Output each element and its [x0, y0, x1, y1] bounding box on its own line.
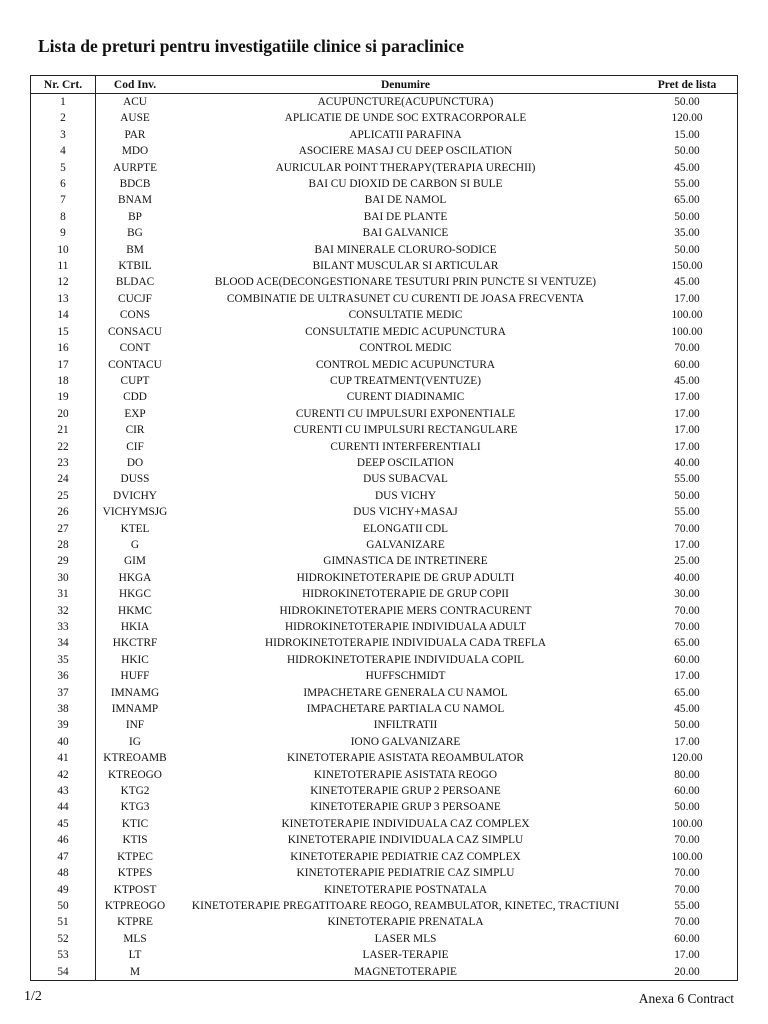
table-row: [31, 865, 738, 881]
cell-nr-crt: 8: [31, 209, 96, 225]
cell-denumire: CUP TREATMENT(VENTUZE): [330, 374, 481, 387]
cell-denumire: APLICATII PARAFINA: [349, 128, 462, 141]
table-row: [31, 898, 738, 914]
cell-pret-de-lista: 50.00: [637, 488, 738, 504]
cell-pret-de-lista: 45.00: [637, 701, 738, 717]
cell-pret-de-lista: 55.00: [637, 471, 738, 487]
cell-denumire: DUS SUBACVAL: [363, 473, 448, 486]
cell-nr-crt: 13: [31, 291, 96, 307]
cell-pret-de-lista: 150.00: [637, 258, 738, 274]
table-row: [31, 799, 738, 815]
cell-nr-crt: 29: [31, 553, 96, 569]
table-row: [31, 455, 738, 471]
cell-pret-de-lista: 35.00: [637, 225, 738, 241]
table-row: [31, 816, 738, 832]
cell-denumire: CONSULTATIE MEDIC: [348, 309, 463, 322]
cell-denumire: KINETOTERAPIE INDIVIDUALA CAZ SIMPLU: [287, 834, 524, 847]
table-row: [31, 209, 738, 225]
table-row: [31, 192, 738, 208]
cell-nr-crt: 24: [31, 471, 96, 487]
cell-denumire: GIMNASTICA DE INTRETINERE: [323, 555, 488, 568]
cell-pret-de-lista: 100.00: [637, 849, 738, 865]
table-row: [31, 914, 738, 930]
cell-pret-de-lista: 17.00: [637, 537, 738, 553]
cell-cod-inv: MLS: [123, 932, 147, 945]
table-row: [31, 160, 738, 176]
cell-cod-inv: IMNAMG: [110, 686, 160, 699]
cell-pret-de-lista: 70.00: [637, 865, 738, 881]
cell-pret-de-lista: 25.00: [637, 553, 738, 569]
table-row: [31, 734, 738, 750]
cell-denumire: ELONGATII CDL: [362, 522, 449, 535]
cell-cod-inv: INF: [125, 719, 145, 732]
cell-nr-crt: 10: [31, 242, 96, 258]
cell-cod-inv: CDD: [123, 391, 147, 404]
cell-denumire: BLOOD ACE(DECONGESTIONARE TESUTURI PRIN PUNCTE SI VENTUZE): [214, 276, 597, 289]
table-row: [31, 422, 738, 438]
cell-pret-de-lista: 65.00: [637, 685, 738, 701]
cell-denumire: HIDROKINETOTERAPIE INDIVIDUALA ADULT: [285, 621, 526, 633]
cell-cod-inv: KTG3: [120, 801, 150, 814]
cell-cod-inv: CUCJF: [118, 292, 152, 305]
cell-cod-inv: AUSE: [120, 112, 150, 125]
cell-pret-de-lista: 45.00: [637, 160, 738, 176]
table-row: [31, 291, 738, 307]
cell-pret-de-lista: 70.00: [637, 914, 738, 930]
table-row: [31, 439, 738, 455]
cell-pret-de-lista: 120.00: [637, 110, 738, 126]
cell-nr-crt: 12: [31, 274, 96, 290]
cell-pret-de-lista: 40.00: [637, 455, 738, 471]
table-row: [31, 488, 738, 504]
table-row: [31, 964, 738, 981]
cell-denumire: BAI DE NAMOL: [364, 194, 447, 207]
cell-denumire: COMBINATIE DE ULTRASUNET CU CURENTI DE JOASA FRECVENTA: [226, 292, 585, 305]
cell-nr-crt: 28: [31, 537, 96, 553]
cell-cod-inv: HKIA: [120, 621, 150, 633]
cell-denumire: KINETOTERAPIE ASISTATA REOGO: [313, 768, 498, 781]
cell-denumire: CURENT DIADINAMIC: [346, 391, 465, 404]
table-row: [31, 504, 738, 520]
cell-pret-de-lista: 60.00: [637, 652, 738, 668]
cell-nr-crt: 27: [31, 521, 96, 537]
cell-cod-inv: BM: [126, 243, 144, 256]
table-row: [31, 685, 738, 701]
cell-cod-inv: KTREOGO: [108, 768, 162, 781]
cell-nr-crt: 48: [31, 865, 96, 881]
table-row: [31, 832, 738, 848]
table-row: [31, 258, 738, 274]
cell-cod-inv: GIM: [124, 555, 146, 568]
cell-denumire: CONSULTATIE MEDIC ACUPUNCTURA: [305, 325, 506, 338]
cell-pret-de-lista: 15.00: [637, 127, 738, 143]
cell-nr-crt: 5: [31, 160, 96, 176]
cell-cod-inv: HKCTRF: [112, 637, 158, 650]
cell-cod-inv: KTPEC: [117, 850, 153, 863]
cell-cod-inv: BG: [127, 227, 143, 240]
table-row: [31, 127, 738, 143]
cell-pret-de-lista: 70.00: [637, 603, 738, 619]
cell-pret-de-lista: 17.00: [637, 734, 738, 750]
cell-denumire: AURICULAR POINT THERAPY(TERAPIA URECHII): [275, 161, 536, 174]
table-row: [31, 947, 738, 963]
cell-cod-inv: EXP: [124, 407, 146, 420]
cell-nr-crt: 15: [31, 324, 96, 340]
table-row: [31, 389, 738, 405]
cell-denumire: ACUPUNCTURE(ACUPUNCTURA): [317, 96, 494, 108]
table-row: [31, 553, 738, 569]
cell-cod-inv: KTPRE: [117, 916, 153, 929]
cell-pret-de-lista: 60.00: [637, 357, 738, 373]
cell-pret-de-lista: 50.00: [637, 209, 738, 225]
cell-pret-de-lista: 17.00: [637, 406, 738, 422]
cell-nr-crt: 4: [31, 143, 96, 159]
cell-nr-crt: 7: [31, 192, 96, 208]
cell-pret-de-lista: 60.00: [637, 783, 738, 799]
cell-pret-de-lista: 17.00: [637, 947, 738, 963]
table-row: [31, 652, 738, 668]
cell-pret-de-lista: 50.00: [637, 143, 738, 159]
cell-pret-de-lista: 17.00: [637, 668, 738, 684]
cell-cod-inv: KTIC: [121, 817, 149, 830]
cell-nr-crt: 21: [31, 422, 96, 438]
cell-cod-inv: HKGC: [118, 588, 151, 601]
table-row: [31, 110, 738, 126]
table-row: [31, 340, 738, 356]
cell-denumire: DEEP OSCILATION: [356, 456, 455, 469]
cell-denumire: MAGNETOTERAPIE: [174, 964, 637, 981]
cell-pret-de-lista: 50.00: [637, 242, 738, 258]
cell-pret-de-lista: 17.00: [637, 439, 738, 455]
cell-pret-de-lista: 65.00: [637, 635, 738, 651]
cell-cod-inv: KTPOST: [113, 883, 157, 896]
cell-denumire: ASOCIERE MASAJ CU DEEP OSCILATION: [298, 145, 513, 158]
table-header: [31, 76, 738, 94]
cell-denumire: CURENTI INTERFERENTIALI: [330, 440, 481, 453]
table-row: [31, 717, 738, 733]
table-row: [31, 94, 738, 111]
cell-nr-crt: 9: [31, 225, 96, 241]
cell-nr-crt: 46: [31, 832, 96, 848]
cell-pret-de-lista: 17.00: [637, 389, 738, 405]
cell-nr-crt: 11: [31, 258, 96, 274]
cell-pret-de-lista: 120.00: [637, 750, 738, 766]
cell-denumire: KINETOTERAPIE POSTNATALA: [324, 883, 487, 896]
cell-cod-inv: HKIC: [121, 653, 149, 666]
cell-denumire: IMPACHETARE GENERALA CU NAMOL: [303, 686, 508, 699]
cell-nr-crt: 41: [31, 750, 96, 766]
cell-denumire: BAI DE PLANTE: [363, 210, 448, 223]
cell-nr-crt: 51: [31, 914, 96, 930]
cell-denumire: HIDROKINETOTERAPIE INDIVIDUALA COPIL: [286, 653, 524, 666]
cell-cod-inv: MDO: [121, 145, 149, 158]
cell-denumire: KINETOTERAPIE PEDIATRIE CAZ SIMPLU: [296, 867, 515, 880]
cell-denumire: CONTROL MEDIC: [359, 342, 452, 355]
cell-cod-inv: CONSACU: [108, 325, 162, 338]
table-row: [31, 767, 738, 783]
table-row: [31, 668, 738, 684]
table-row: [31, 570, 738, 586]
cell-nr-crt: 18: [31, 373, 96, 389]
cell-cod-inv: CONT: [119, 342, 151, 355]
cell-nr-crt: 33: [31, 619, 96, 635]
cell-denumire: BAI MINERALE CLORURO-SODICE: [314, 243, 497, 256]
cell-cod-inv: KTREOAMB: [103, 752, 167, 765]
cell-nr-crt: 53: [31, 947, 96, 963]
cell-nr-crt: 25: [31, 488, 96, 504]
cell-denumire: CURENTI CU IMPULSURI EXPONENTIALE: [295, 407, 516, 420]
cell-nr-crt: 1: [31, 94, 96, 111]
cell-nr-crt: 26: [31, 504, 96, 520]
table-row: [31, 242, 738, 258]
cell-nr-crt: 42: [31, 767, 96, 783]
cell-nr-crt: 14: [31, 307, 96, 323]
cell-cod-inv: KTEL: [120, 522, 150, 535]
cell-pret-de-lista: 50.00: [637, 94, 738, 111]
cell-denumire: BILANT MUSCULAR SI ARTICULAR: [312, 260, 499, 273]
cell-denumire: CONTROL MEDIC ACUPUNCTURA: [315, 358, 496, 371]
cell-cod-inv: BLDAC: [115, 276, 155, 289]
cell-pret-de-lista: 40.00: [637, 570, 738, 586]
cell-nr-crt: 37: [31, 685, 96, 701]
table-row: [31, 471, 738, 487]
cell-nr-crt: 2: [31, 110, 96, 126]
table-row: [31, 373, 738, 389]
cell-nr-crt: 54: [31, 964, 96, 981]
table-row: [31, 701, 738, 717]
cell-nr-crt: 32: [31, 603, 96, 619]
table-row: [31, 783, 738, 799]
table-row: [31, 849, 738, 865]
cell-denumire: HIDROKINETOTERAPIE INDIVIDUALA CADA TREFLA: [264, 637, 547, 650]
cell-cod-inv: CONTACU: [108, 358, 162, 371]
cell-cod-inv: PAR: [124, 128, 146, 141]
cell-cod-inv: CIF: [126, 440, 144, 453]
cell-denumire: KINETOTERAPIE PEDIATRIE CAZ COMPLEX: [290, 850, 521, 863]
table-row: [31, 274, 738, 290]
cell-pret-de-lista: 17.00: [637, 291, 738, 307]
cell-pret-de-lista: 45.00: [637, 373, 738, 389]
cell-nr-crt: 45: [31, 816, 96, 832]
table-row: [31, 537, 738, 553]
cell-nr-crt: 34: [31, 635, 96, 651]
cell-cod-inv: CUPT: [120, 374, 150, 387]
cell-nr-crt: 16: [31, 340, 96, 356]
cell-denumire: HIDROKINETOTERAPIE MERS CONTRACURENT: [279, 604, 532, 617]
table-row: [31, 176, 738, 192]
table-row: [31, 357, 738, 373]
cell-denumire: IMPACHETARE PARTIALA CU NAMOL: [306, 703, 505, 716]
table-row: [31, 521, 738, 537]
cell-denumire: CURENTI CU IMPULSURI RECTANGULARE: [293, 424, 518, 437]
cell-nr-crt: 6: [31, 176, 96, 192]
table-row: [31, 635, 738, 651]
cell-pret-de-lista: 45.00: [637, 274, 738, 290]
cell-pret-de-lista: 100.00: [637, 307, 738, 323]
cell-nr-crt: 47: [31, 849, 96, 865]
cell-pret-de-lista: 70.00: [637, 521, 738, 537]
cell-cod-inv: M: [96, 964, 175, 981]
header-row: [31, 76, 738, 94]
cell-denumire: DUS VICHY+MASAJ: [353, 506, 458, 519]
cell-pret-de-lista: 17.00: [637, 422, 738, 438]
cell-denumire: BAI GALVANICE: [362, 227, 449, 240]
cell-cod-inv: G: [130, 538, 140, 551]
cell-pret-de-lista: 100.00: [637, 324, 738, 340]
cell-nr-crt: 31: [31, 586, 96, 602]
cell-pret-de-lista: 50.00: [637, 717, 738, 733]
cell-pret-de-lista: 30.00: [637, 586, 738, 602]
cell-cod-inv: LT: [128, 949, 142, 962]
cell-cod-inv: KTBIL: [118, 260, 152, 273]
cell-denumire: HUFFSCHMIDT: [365, 670, 446, 683]
cell-denumire: KINETOTERAPIE ASISTATA REOAMBULATOR: [287, 752, 524, 765]
cell-nr-crt: 17: [31, 357, 96, 373]
cell-nr-crt: 38: [31, 701, 96, 717]
cell-nr-crt: 23: [31, 455, 96, 471]
cell-denumire: LASER MLS: [374, 932, 437, 945]
cell-nr-crt: 43: [31, 783, 96, 799]
cell-nr-crt: 50: [31, 898, 96, 914]
cell-denumire: INFILTRATII: [373, 719, 438, 732]
cell-cod-inv: KTPREOGO: [104, 899, 166, 912]
cell-cod-inv: CIR: [125, 424, 145, 437]
table-row: [31, 603, 738, 619]
table-row: [31, 750, 738, 766]
cell-cod-inv: HUFF: [120, 670, 150, 683]
cell-denumire: LASER-TERAPIE: [362, 949, 449, 962]
cell-pret-de-lista: 55.00: [637, 504, 738, 520]
cell-pret-de-lista: 70.00: [637, 340, 738, 356]
cell-cod-inv: HKMC: [118, 604, 152, 617]
cell-nr-crt: 19: [31, 389, 96, 405]
cell-cod-inv: AURPTE: [113, 161, 157, 174]
cell-cod-inv: KTPES: [117, 867, 153, 880]
cell-nr-crt: 52: [31, 931, 96, 947]
cell-nr-crt: 49: [31, 882, 96, 898]
column-header-pret-de-lista: Pret de lista: [637, 76, 738, 94]
cell-nr-crt: 40: [31, 734, 96, 750]
cell-denumire: IONO GALVANIZARE: [350, 735, 461, 748]
cell-nr-crt: 3: [31, 127, 96, 143]
cell-nr-crt: 20: [31, 406, 96, 422]
cell-pret-de-lista: 55.00: [637, 176, 738, 192]
price-list-table: [30, 75, 738, 981]
table-row: [31, 931, 738, 947]
table-row: [31, 324, 738, 340]
cell-pret-de-lista: 100.00: [637, 816, 738, 832]
cell-denumire: HIDROKINETOTERAPIE DE GRUP COPII: [302, 588, 509, 601]
cell-cod-inv: VICHYMSJG: [102, 506, 168, 519]
cell-cod-inv: IMNAMP: [111, 703, 159, 716]
cell-cod-inv: CONS: [119, 309, 151, 322]
cell-pret-de-lista: 70.00: [637, 619, 738, 635]
column-header-nr-crt: Nr. Crt.: [31, 76, 96, 94]
cell-denumire: GALVANIZARE: [366, 538, 445, 551]
cell-denumire: HIDROKINETOTERAPIE DE GRUP ADULTI: [296, 571, 515, 584]
column-header-cod-inv: Cod Inv.: [96, 76, 175, 94]
cell-pret-de-lista: 70.00: [637, 882, 738, 898]
cell-denumire: DUS VICHY: [375, 489, 436, 502]
cell-denumire: KINETOTERAPIE PRENATALA: [327, 916, 484, 929]
cell-cod-inv: BDCB: [119, 178, 151, 191]
cell-pret-de-lista: 60.00: [637, 931, 738, 947]
cell-cod-inv: BNAM: [118, 194, 152, 207]
cell-denumire: KINETOTERAPIE PREGATITOARE REOGO, REAMBULATOR, KINETEC, TRACTIUNI: [191, 899, 620, 912]
table-row: [31, 143, 738, 159]
cell-nr-crt: 36: [31, 668, 96, 684]
cell-pret-de-lista: 70.00: [637, 832, 738, 848]
cell-nr-crt: 44: [31, 799, 96, 815]
cell-pret-de-lista: 80.00: [637, 767, 738, 783]
cell-cod-inv: ACU: [123, 96, 147, 108]
table-row: [31, 406, 738, 422]
cell-pret-de-lista: 50.00: [637, 799, 738, 815]
cell-cod-inv: KTIS: [122, 834, 148, 847]
cell-cod-inv: DUSS: [120, 473, 150, 486]
cell-denumire: KINETOTERAPIE GRUP 2 PERSOANE: [310, 785, 501, 798]
table-row: [31, 586, 738, 602]
cell-nr-crt: 22: [31, 439, 96, 455]
table-row: [31, 225, 738, 241]
cell-cod-inv: KTG2: [120, 785, 150, 798]
footer-label: Anexa 6 Contract: [638, 991, 734, 1006]
cell-cod-inv: HKGA: [118, 571, 152, 584]
page-number: 1/2: [24, 989, 42, 1004]
page-title: Lista de preturi pentru investigatiile clinice si paraclinice: [38, 36, 464, 56]
cell-denumire: KINETOTERAPIE INDIVIDUALA CAZ COMPLEX: [281, 817, 530, 830]
cell-cod-inv: BP: [128, 210, 142, 223]
cell-pret-de-lista: 55.00: [637, 898, 738, 914]
cell-denumire: KINETOTERAPIE GRUP 3 PERSOANE: [310, 801, 501, 814]
cell-cod-inv: DO: [126, 456, 144, 469]
table-row: [31, 619, 738, 635]
cell-nr-crt: 35: [31, 652, 96, 668]
cell-pret-de-lista: 65.00: [637, 192, 738, 208]
cell-cod-inv: IG: [129, 735, 141, 748]
table-row: [31, 882, 738, 898]
column-header-denumire: Denumire: [174, 76, 637, 94]
table-body: [31, 94, 738, 981]
cell-nr-crt: 30: [31, 570, 96, 586]
cell-nr-crt: 39: [31, 717, 96, 733]
cell-denumire: APLICATIE DE UNDE SOC EXTRACORPORALE: [284, 112, 527, 125]
table-row: [31, 307, 738, 323]
cell-pret-de-lista: 20.00: [637, 964, 738, 981]
cell-cod-inv: DVICHY: [113, 489, 157, 502]
cell-denumire: BAI CU DIOXID DE CARBON SI BULE: [308, 178, 503, 191]
